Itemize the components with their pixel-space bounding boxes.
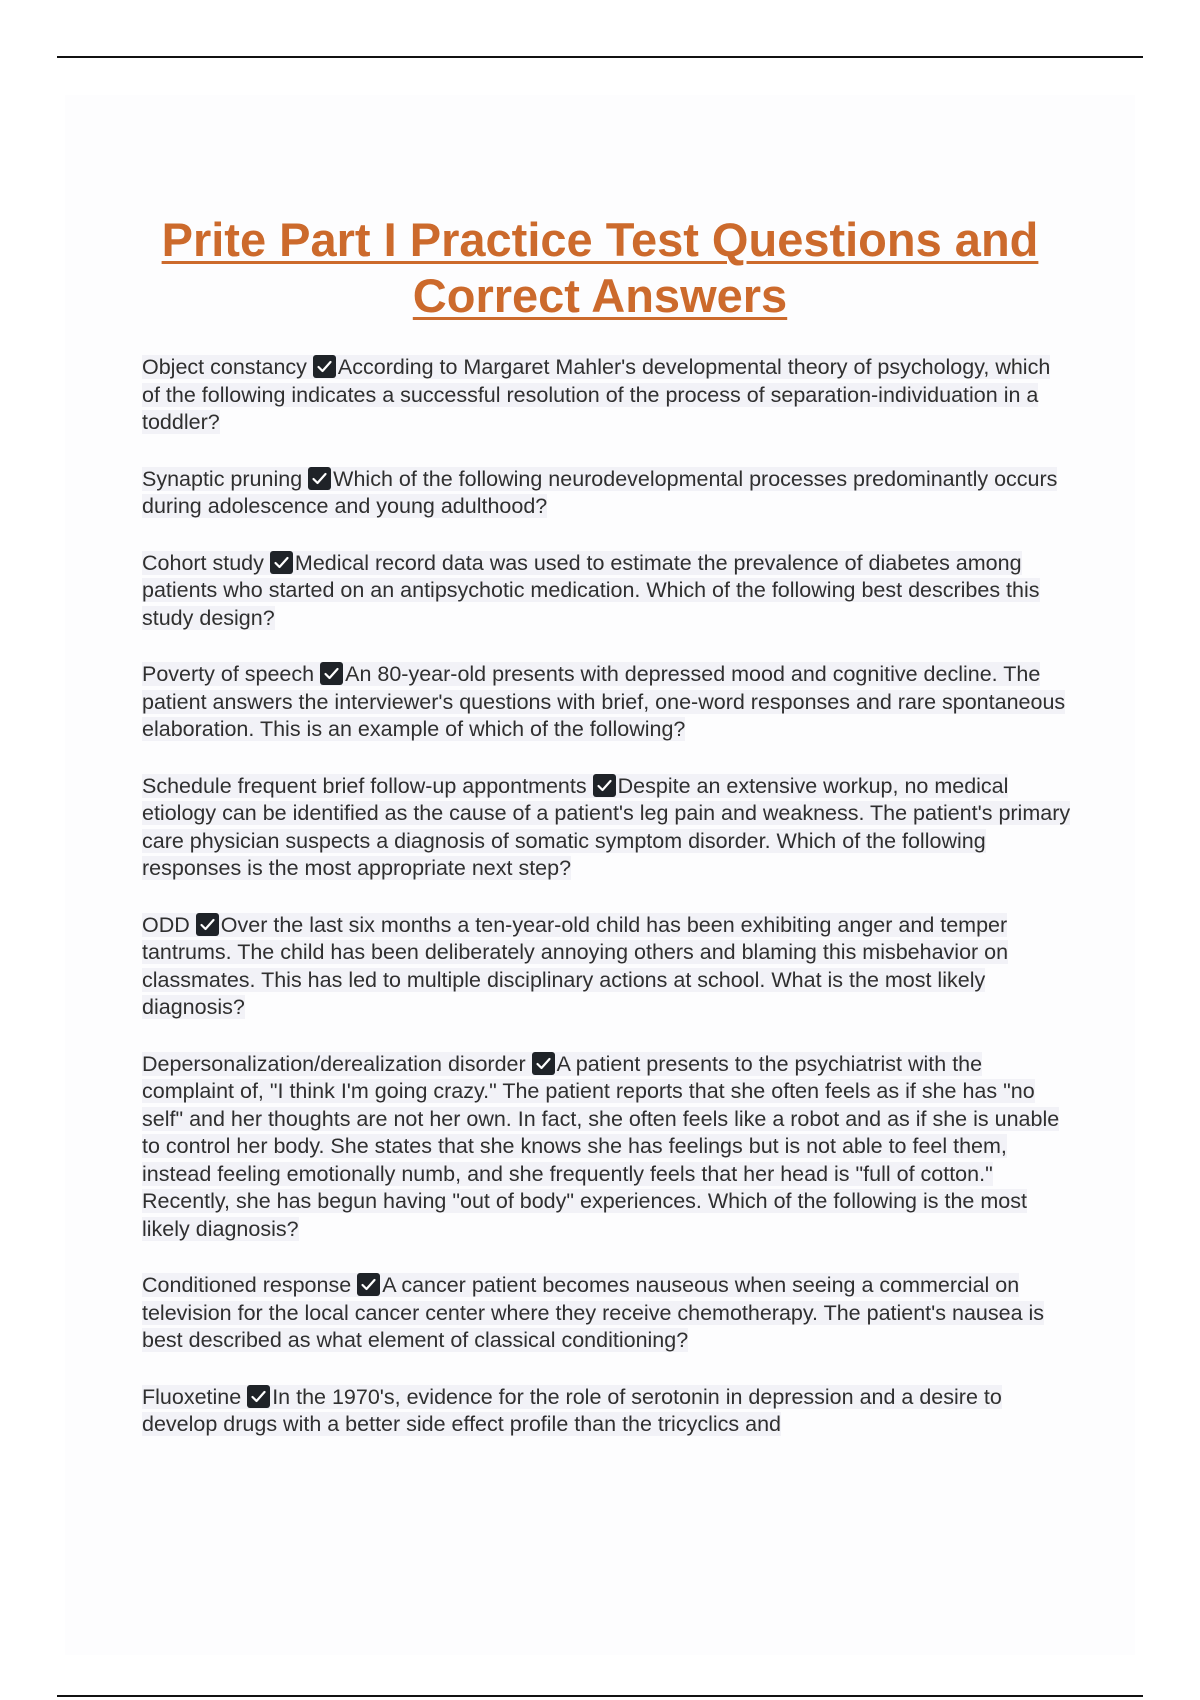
qa-item [142,354,1072,437]
question-answer-list [142,354,1072,1468]
qa-text [142,1052,1059,1241]
answer-text: ODD [142,912,190,937]
question-text: According to Margaret Mahler's developmental theory of psychology, which of the following indicates a successful resolution of the process of separation-individuation in a toddler? [142,355,1051,434]
checkbox-checked-icon [270,551,293,574]
answer-text: Poverty of speech [142,662,315,686]
question-text: Medical record data was used to estimate the prevalence of diabetes among patients who started on an antipsychotic medication. Which of the following best describes this study design? [142,550,1040,630]
header-rule [57,56,1143,58]
question-text: A cancer patient becomes nauseous when seeing a commercial on television for the local cancer center where they receive chemotherapy. The patient's nausea is best described as what element of classical conditioning? [142,1273,1045,1352]
checkbox-checked-icon [357,1273,380,1296]
question-text: Which of the following neurodevelopmental processes predominantly occurs during adolescence and young adulthood? [142,466,1058,518]
question-text: Over the last six months a ten-year-old child has been exhibiting anger and temper tantrums. The child has been deliberately annoying others and blaming this misbehavior on classmates. This has led to multiple disciplinary actions at school. What is the most likely diagnosis? [142,912,1009,1019]
title-line-2: Correct Answers [412,269,788,322]
qa-item [142,550,1072,633]
qa-item [142,1272,1072,1355]
checkbox-checked-icon [313,355,336,378]
document-title [100,212,1100,324]
qa-text [142,467,1057,519]
checkbox-checked-icon [308,467,331,490]
qa-item [142,1051,1072,1244]
checkbox-checked-icon [196,913,219,936]
question-text: In the 1970's, evidence for the role of serotonin in depression and a desire to develop drugs with a better side effect profile than the tricyclics and [142,1384,1002,1436]
checkbox-checked-icon [247,1385,270,1408]
answer-text: Object constancy [142,355,307,379]
answer-text: Cohort study [142,550,264,575]
answer-text: Conditioned response [142,1273,352,1297]
question-text: A patient presents to the psychiatrist with the complaint of, "I think I'm going crazy." The patient reports that she often feels as if she has "no self" and her thoughts are not her own. In fact, she often feels like a robot and as if she is unable to control her body. She states that she knows she has feelings but is not able to feel them, instead feeling emotionally numb, and she frequently feels that her head is "full of cotton." Recently, she has begun having "out of body" experiences. Which of the following is the most likely diagnosis? [142,1051,1060,1241]
qa-item [142,466,1072,521]
qa-text [142,1273,1044,1352]
footer-rule [57,1695,1143,1697]
qa-text [142,662,1065,741]
qa-item [142,1384,1072,1439]
question-text: An 80-year-old presents with depressed mood and cognitive decline. The patient answers the interviewer's questions with brief, one-word responses and rare spontaneous elaboration. This is an example of which of the following? [142,662,1066,741]
qa-item [142,661,1072,744]
answer-text: Schedule frequent brief follow-up appontments [142,773,587,798]
title-line-1: Prite Part I Practice Test Questions and [161,213,1039,266]
answer-text: Synaptic pruning [142,466,303,491]
checkbox-checked-icon [320,662,343,685]
qa-text [142,551,1040,630]
checkbox-checked-icon [532,1052,555,1075]
qa-item [142,773,1072,883]
answer-text: Depersonalization/derealization disorder [142,1051,526,1076]
qa-text [142,913,1008,1020]
answer-text: Fluoxetine [142,1384,242,1409]
qa-text [142,1385,1002,1437]
qa-text [142,774,1070,881]
qa-item [142,912,1072,1022]
question-text: Despite an extensive workup, no medical etiology can be identified as the cause of a patient's leg pain and weakness. The patient's primary care physician suspects a diagnosis of somatic symptom disorder. Which of the following responses is the most appropriate next step? [142,773,1071,880]
checkbox-checked-icon [593,774,616,797]
qa-text [142,355,1050,434]
